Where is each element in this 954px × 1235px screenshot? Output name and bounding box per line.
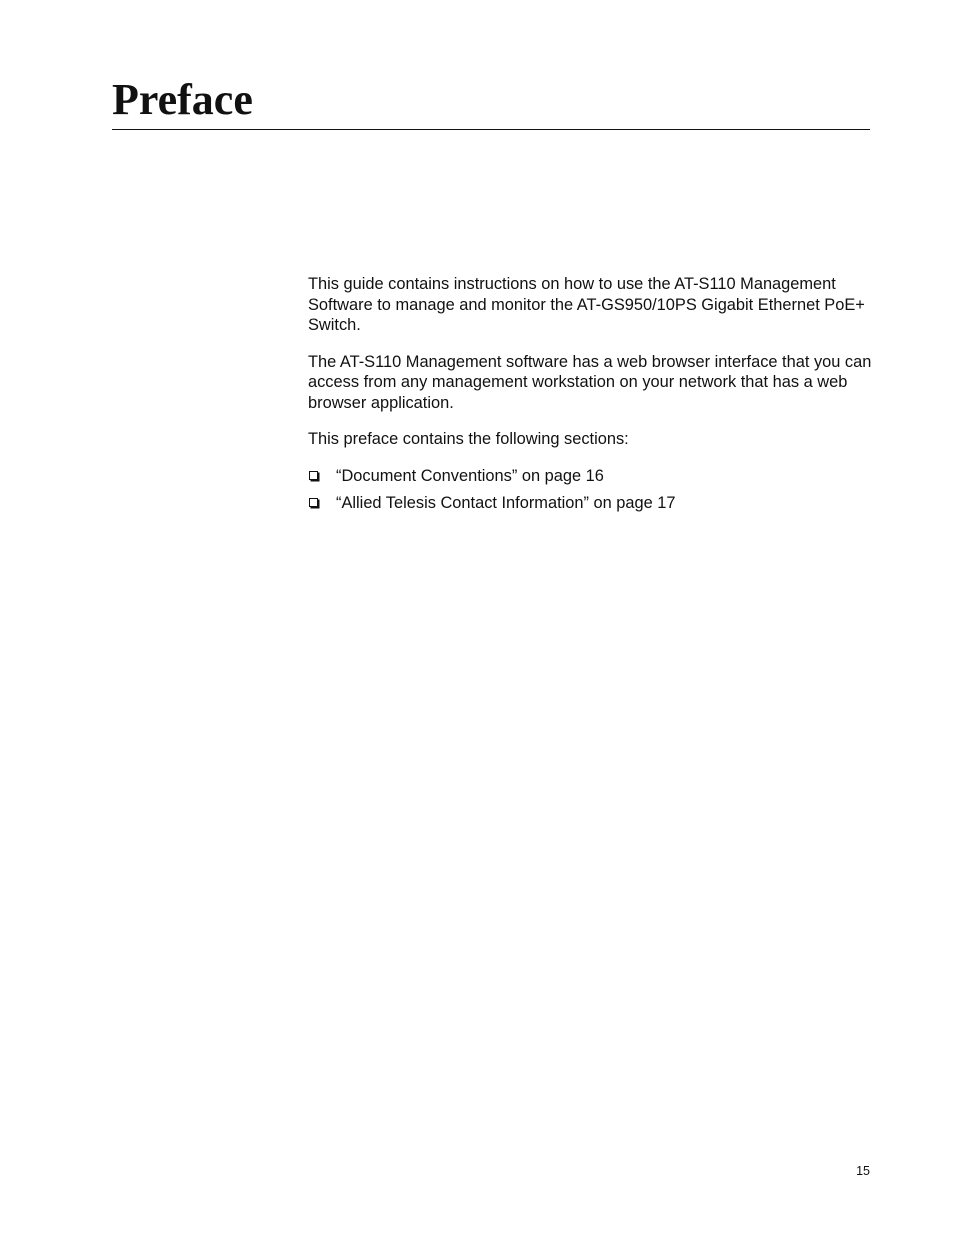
section-link-contact-information[interactable]: “Allied Telesis Contact Information” on page 17 [336,493,676,512]
title-divider [112,129,870,130]
list-item [308,493,878,514]
sections-list [308,466,878,514]
intro-paragraph: This guide contains instructions on how to use the AT-S110 Management Software to manage and monitor the AT-GS950/10PS Gigabit Ethernet PoE+ Switch. [308,275,865,334]
interface-paragraph: The AT-S110 Management software has a web browser interface that you can access from any management workstation on your network that has a web browser application. [308,352,872,412]
sections-intro-paragraph: This preface contains the following sections: [308,430,629,448]
section-link-document-conventions[interactable]: “Document Conventions” on page 16 [336,466,604,485]
page-number: 15 [856,1164,870,1178]
checkbox-bullet-icon [309,471,318,480]
checkbox-bullet-icon [309,498,318,507]
page-title: Preface [112,75,253,124]
list-item [308,466,878,487]
preface-content [308,274,878,520]
